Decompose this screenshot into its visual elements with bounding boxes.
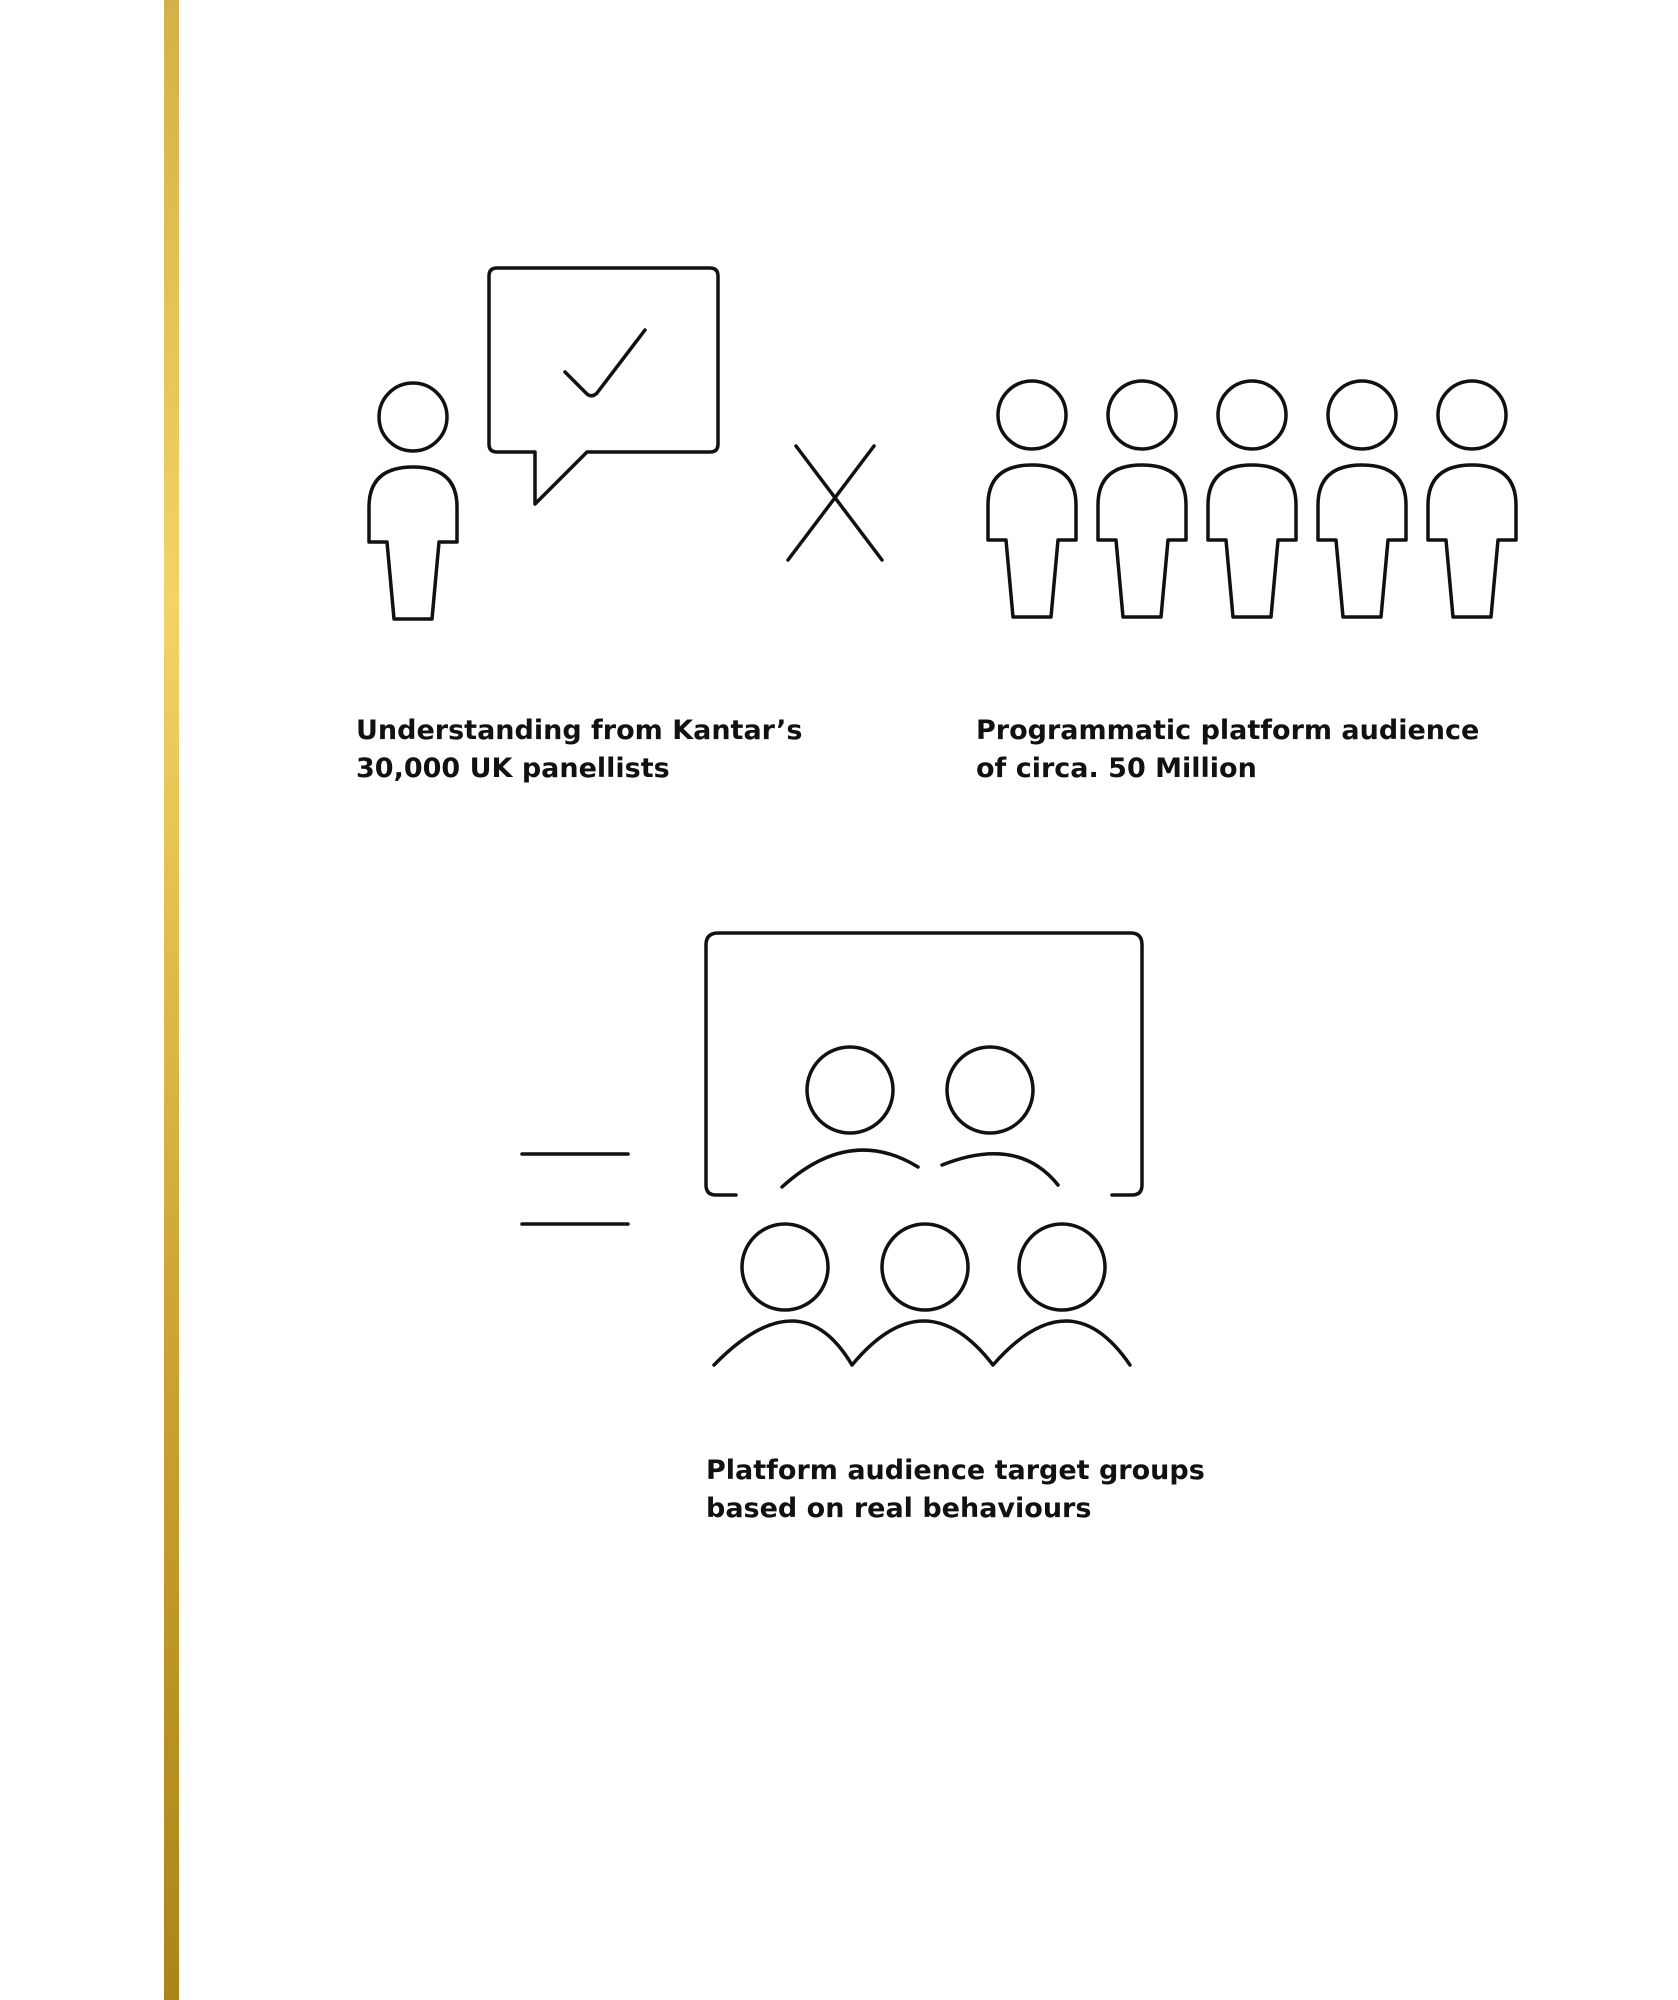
- person-figure: [988, 381, 1076, 617]
- equals-icon: [518, 1150, 633, 1230]
- caption-line: Programmatic platform audience: [976, 715, 1480, 746]
- person-figure: [1428, 381, 1516, 617]
- caption-line: Platform audience target groups: [706, 1455, 1205, 1486]
- caption-line: 30,000 UK panellists: [356, 753, 670, 784]
- person-with-checkmark-speech-bubble-icon: [355, 262, 735, 632]
- gold-accent-bar: [164, 0, 179, 2000]
- framed-person-head: [807, 1047, 893, 1133]
- person-figure: [1098, 381, 1186, 617]
- target-group-audience-icon: [700, 925, 1150, 1375]
- caption-platform-audience: [976, 712, 1479, 788]
- caption-line: of circa. 50 Million: [976, 753, 1257, 784]
- caption-kantar-panellists: [356, 712, 802, 788]
- person-figure: [1208, 381, 1296, 617]
- caption-line: Understanding from Kantar’s: [356, 715, 803, 746]
- caption-line: based on real behaviours: [706, 1493, 1092, 1524]
- five-people-icon: [980, 372, 1540, 632]
- caption-target-groups: [706, 1452, 1205, 1528]
- person-figure: [1318, 381, 1406, 617]
- multiply-icon: [780, 442, 890, 566]
- framed-person-head: [947, 1047, 1033, 1133]
